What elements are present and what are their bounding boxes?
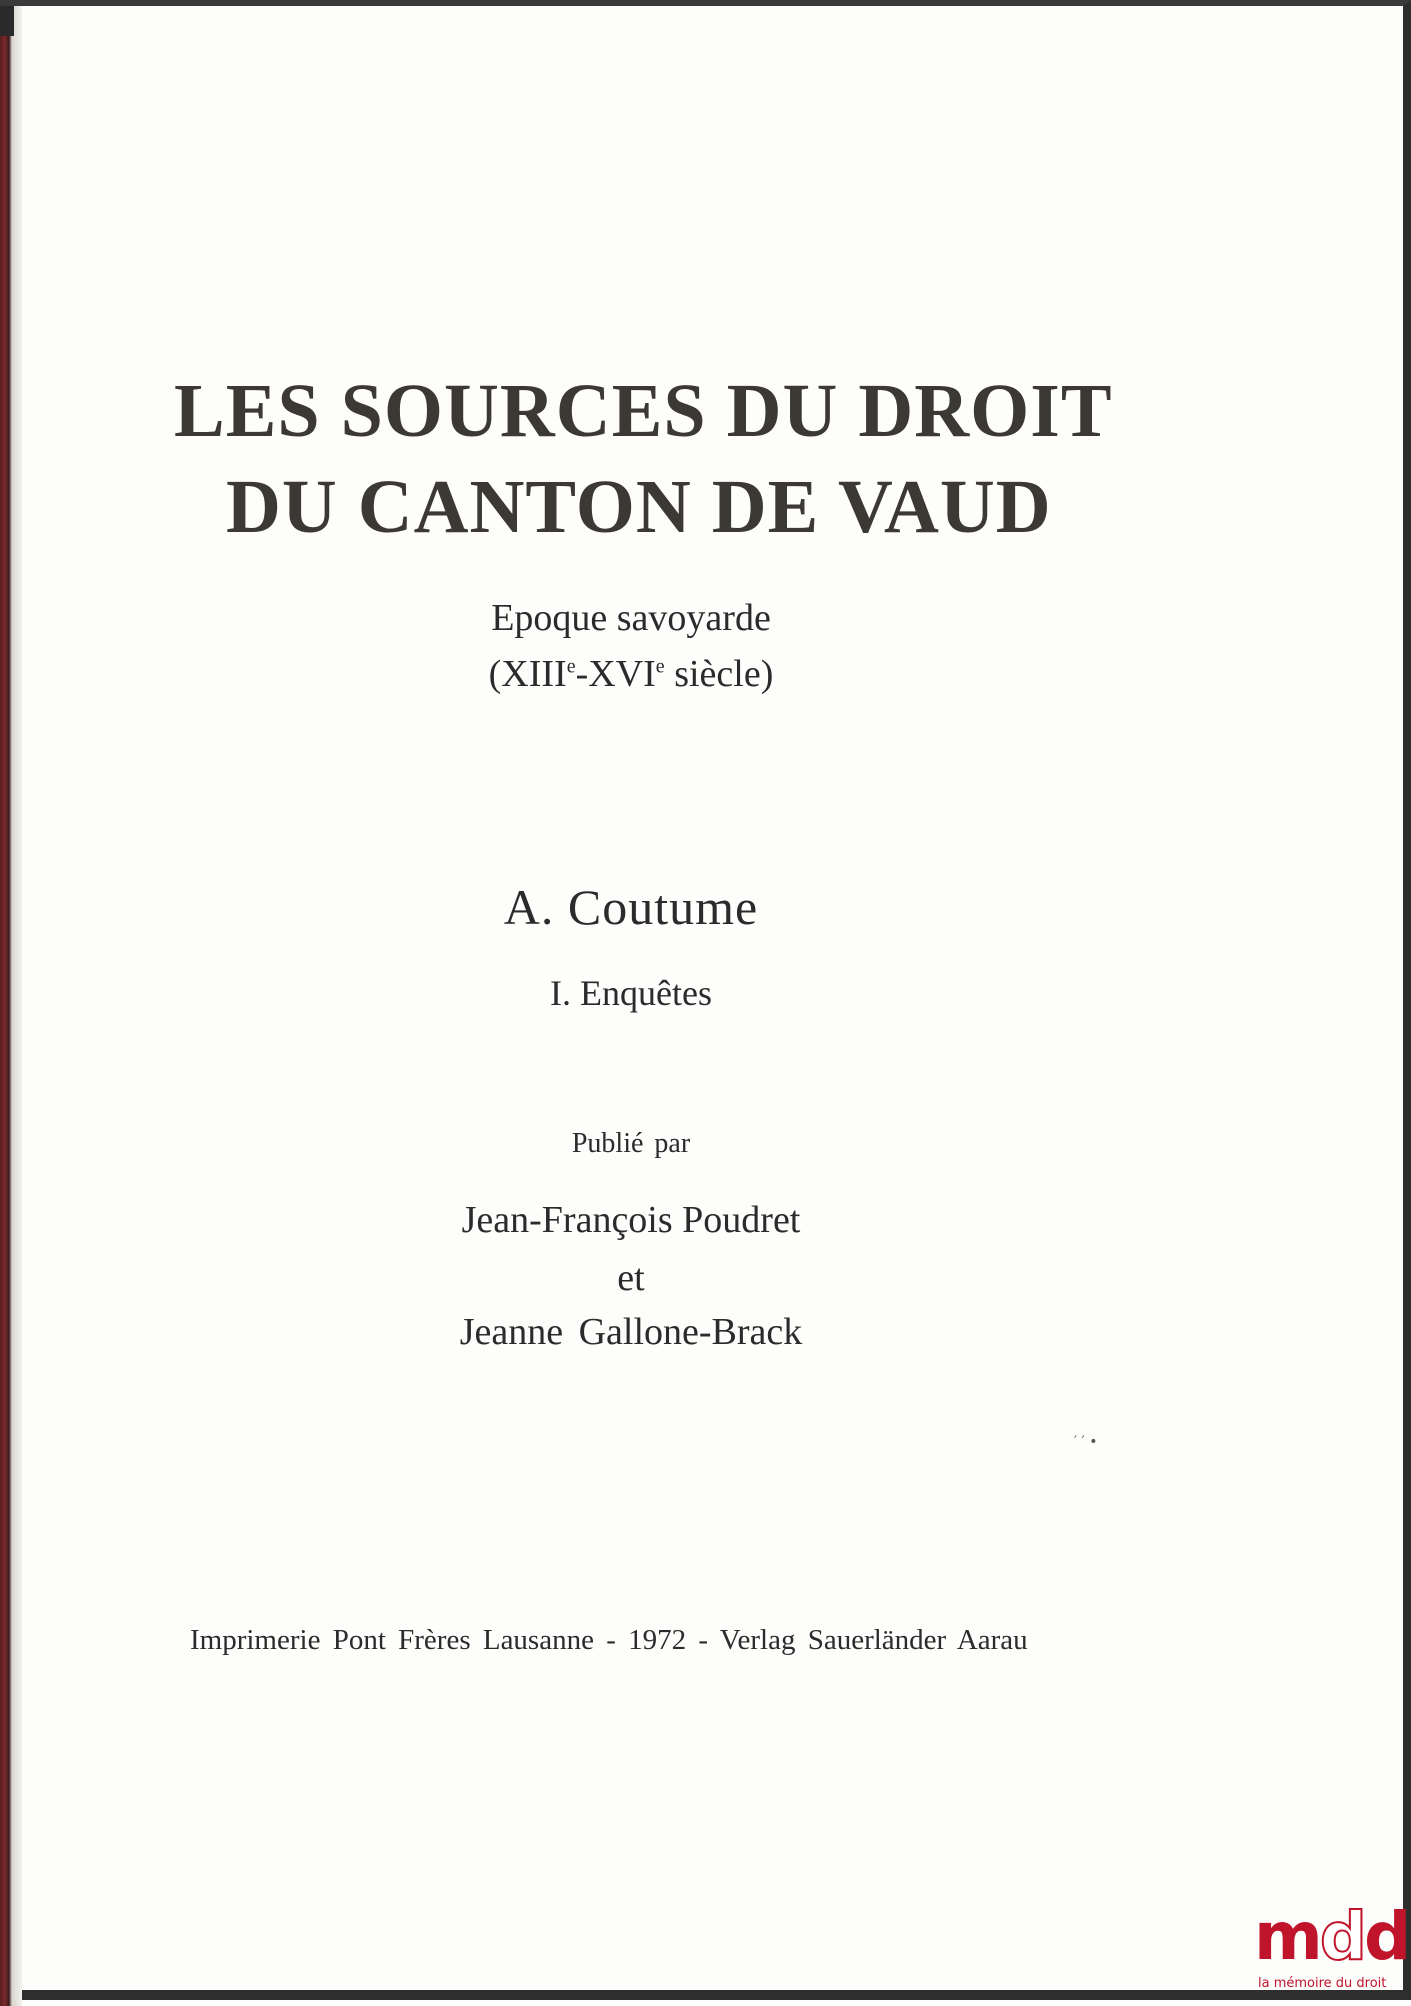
century-open: (XIII — [488, 653, 567, 695]
corner-mark — [0, 6, 14, 36]
section-subheading: I. Enquêtes — [550, 973, 712, 1013]
author-name-2: Jeanne Gallone-Brack — [459, 1311, 803, 1353]
century-mid: -XVI — [575, 653, 656, 695]
author-name-1: Jean-François Poudret — [461, 1199, 801, 1241]
mdd-logo-tagline: la mémoire du droit — [1258, 1976, 1387, 1991]
century-close: siècle) — [664, 653, 774, 695]
title-line-2: DU CANTON DE VAUD — [226, 465, 1052, 549]
publisher-imprint: Imprimerie Pont Frères Lausanne - 1972 - Verlag Sauerländer Aarau — [190, 1624, 1028, 1656]
author-conjunction: et — [617, 1257, 645, 1299]
section-heading: A. Coutume — [503, 879, 759, 935]
ink-speck-mark: ′ ′ • — [1074, 1434, 1098, 1450]
subtitle-epoch: Epoque savoyarde — [491, 597, 771, 639]
mdd-logo — [1248, 1900, 1408, 1998]
subtitle-century — [0, 652, 1262, 696]
published-by-label: Publié par — [571, 1128, 691, 1159]
century-superscript-1: e — [566, 655, 576, 678]
century-superscript-2: e — [655, 655, 665, 678]
title-line-1: LES SOURCES DU DROIT — [174, 369, 1113, 453]
mdd-logo-letters: mdd — [1254, 1898, 1409, 1975]
